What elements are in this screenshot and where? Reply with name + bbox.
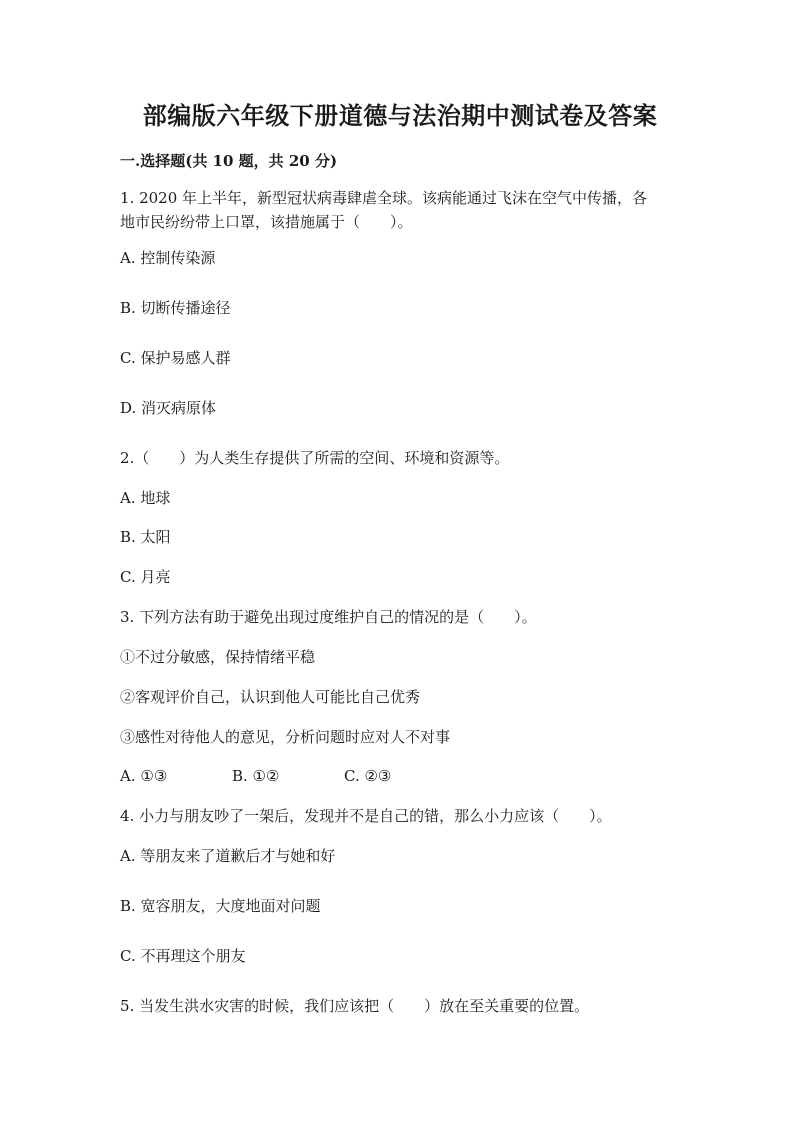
- question-2-option-a: A. 地球: [120, 489, 171, 507]
- question-1-option-b: B. 切断传播途径: [120, 299, 231, 317]
- section-heading: 一.选择题(共 10 题，共 20 分): [120, 152, 338, 170]
- question-4-option-b: B. 宽容朋友，大度地面对问题: [120, 897, 321, 915]
- question-4-stem: 4. 小力与朋友吵了一架后，发现并不是自己的错，那么小力应该（ ）。: [120, 807, 612, 825]
- question-5-stem: 5. 当发生洪水灾害的时候，我们应该把（ ）放在至关重要的位置。: [120, 997, 590, 1015]
- question-1-option-a: A. 控制传染源: [120, 249, 216, 267]
- question-3-option-b: B. ①②: [232, 767, 280, 785]
- question-1-stem-line-1: 1. 2020 年上半年，新型冠状病毒肆虐全球。该病能通过飞沫在空气中传播，各: [120, 189, 648, 207]
- question-4-option-c: C. 不再理这个朋友: [120, 947, 246, 965]
- question-2-option-c: C. 月亮: [120, 568, 171, 586]
- question-3-statement-1: ①不过分敏感，保持情绪平稳: [120, 648, 316, 666]
- question-3-stem: 3. 下列方法有助于避免出现过度维护自己的情况的是（ ）。: [120, 608, 537, 626]
- question-3-option-c: C. ②③: [344, 767, 392, 785]
- question-2-option-b: B. 太阳: [120, 528, 171, 546]
- question-4-option-a: A. 等朋友来了道歉后才与她和好: [120, 847, 336, 865]
- question-1-option-d: D. 消灭病原体: [120, 399, 217, 417]
- question-1-option-c: C. 保护易感人群: [120, 349, 231, 367]
- page-title: 部编版六年级下册道德与法治期中测试卷及答案: [142, 101, 658, 130]
- question-3-statement-2: ②客观评价自己，认识到他人可能比自己优秀: [120, 688, 421, 706]
- question-2-stem: 2.（ ）为人类生存提供了所需的空间、环境和资源等。: [120, 449, 510, 467]
- question-1-stem-line-2: 地市民纷纷带上口罩，该措施属于（ ）。: [120, 213, 413, 231]
- question-3-statement-3: ③感性对待他人的意见，分析问题时应对人不对事: [120, 728, 451, 746]
- question-3-options-row: [120, 764, 456, 788]
- question-3-option-a: A. ①③: [120, 767, 168, 785]
